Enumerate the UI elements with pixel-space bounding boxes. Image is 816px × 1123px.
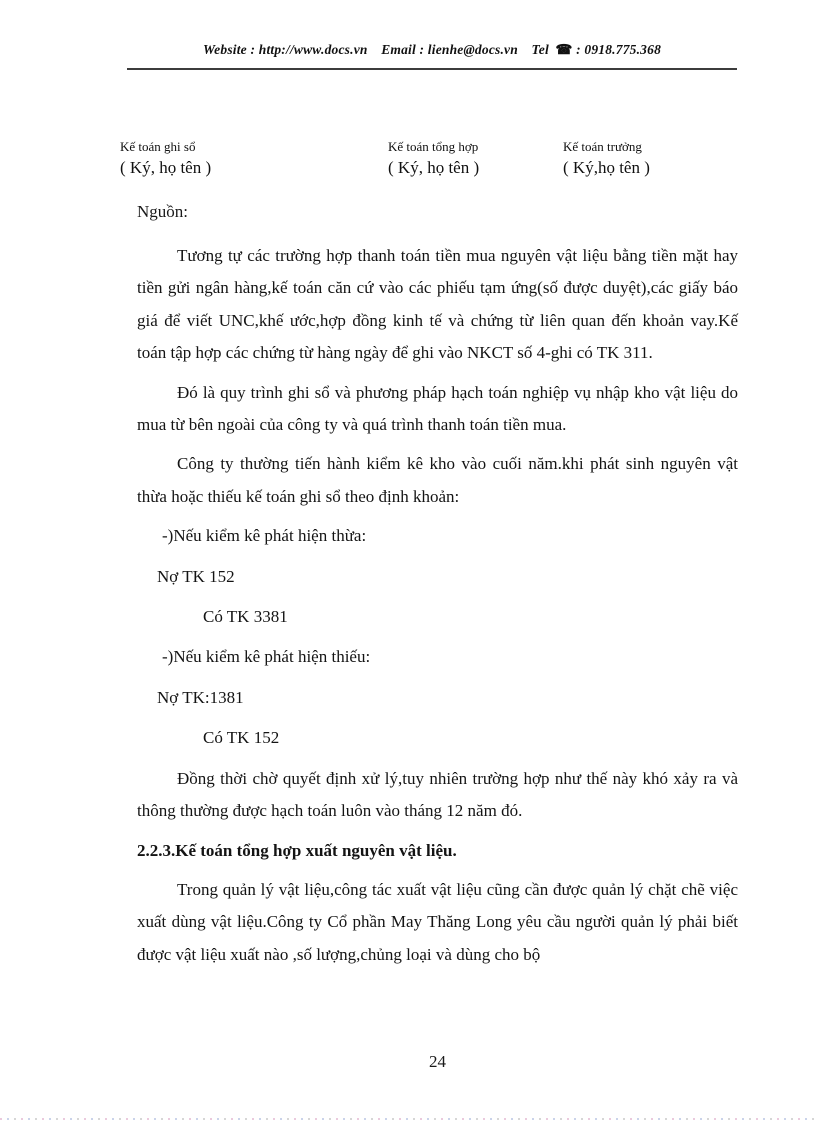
header-email-label: Email (381, 42, 416, 57)
signature-title: Kế toán trưởng (563, 139, 642, 154)
journal-entry-shortage-debit: Nợ TK:1381 (157, 687, 244, 707)
signature-subtitle: ( Ký,họ tên ) (563, 158, 650, 177)
header-website-value: : http://www.docs.vn (250, 42, 368, 57)
document-body (137, 240, 738, 978)
signature-title: Kế toán ghi sổ (120, 139, 196, 154)
journal-entry-shortage-credit: Có TK 152 (203, 728, 280, 748)
signature-title: Kế toán tổng hợp (388, 139, 479, 154)
journal-entry-surplus-credit: Có TK 3381 (203, 607, 288, 627)
journal-entry-shortage-condition: -)Nếu kiểm kê phát hiện thiếu: (162, 647, 371, 667)
signature-block-chief-accountant (563, 139, 650, 178)
paragraph: Tương tự các trường hợp thanh toán tiền mua nguyên vật liệu bằng tiền mặt hay tiền gửi ngân hàng,kế toán căn cứ vào các phiếu tạm ứng(số được duyệt),các giấy báo giá để viết UNC,khế ước,hợp đồng kinh tế và chứng từ liên quan đến khoản vay.Kế toán tập hợp các chứng từ hàng ngày để ghi vào NKCT số 4-ghi có TK 311. (137, 246, 738, 363)
journal-entry-surplus-condition: -)Nếu kiểm kê phát hiện thừa: (162, 526, 367, 546)
source-label: Nguồn: (137, 202, 188, 221)
signature-block-general-accountant (388, 139, 479, 178)
page-number: 24 (429, 1052, 446, 1071)
paragraph: Công ty thường tiến hành kiểm kê kho vào cuối năm.khi phát sinh nguyên vật thừa hoặc thiếu kế toán ghi sổ theo định khoản: (137, 454, 738, 506)
journal-entry-surplus-debit: Nợ TK 152 (157, 566, 235, 586)
paragraph: Trong quản lý vật liệu,công tác xuất vật liệu cũng cần được quản lý chặt chẽ việc xuất dùng vật liệu.Công ty Cổ phần May Thăng Long yêu cầu người quản lý phải biết được vật liệu xuất nào ,số lượng,chủng loại và dùng cho bộ (137, 879, 738, 964)
paragraph: Đó là quy trình ghi sổ và phương pháp hạch toán nghiệp vụ nhập kho vật liệu do mua từ bên ngoài của công ty và quá trình thanh toán tiền mua. (137, 382, 738, 435)
signature-block-bookkeeper (120, 139, 211, 178)
paragraph: Đồng thời chờ quyết định xử lý,tuy nhiên trường hợp như thế này khó xảy ra và thông thường được hạch toán luôn vào tháng 12 năm đó. (137, 768, 738, 821)
header-email-value: : lienhe@docs.vn (419, 42, 518, 57)
section-heading-223: 2.2.3.Kế toán tổng hợp xuất nguyên vật liệu. (137, 840, 457, 860)
phone-icon: ☎ (555, 42, 573, 57)
signature-subtitle: ( Ký, họ tên ) (120, 158, 212, 177)
signature-subtitle: ( Ký, họ tên ) (388, 158, 480, 177)
header-tel-label: Tel (531, 42, 549, 57)
header-divider (127, 68, 737, 70)
bottom-dotted-divider (0, 1118, 816, 1120)
page-header (127, 42, 737, 58)
header-tel-value: : 0918.775.368 (576, 42, 662, 57)
header-website-label: Website (202, 42, 247, 57)
